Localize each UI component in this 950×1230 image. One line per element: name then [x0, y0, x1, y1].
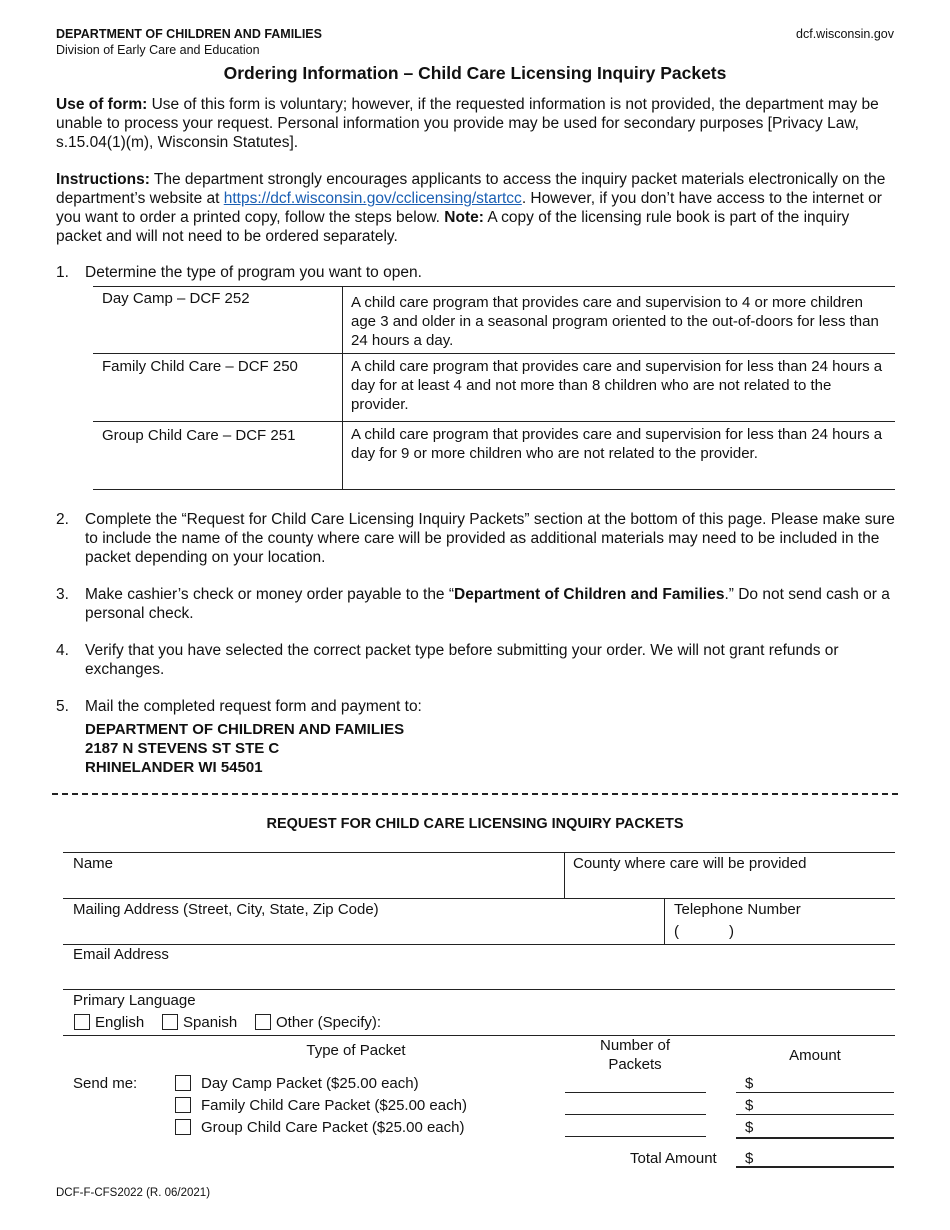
step-4: 4. Verify that you have selected the correct packet type before submitting your order. We will not grant refunds or exchanges. — [56, 642, 839, 678]
dollar-sign: $ — [745, 1075, 754, 1092]
total-amount-label: Total Amount — [630, 1150, 717, 1167]
packet-label: Group Child Care Packet ($25.00 each) — [201, 1119, 465, 1136]
department-name: DEPARTMENT OF CHILDREN AND FAMILIES — [56, 27, 322, 41]
form-number: DCF-F-CFS2022 (R. 06/2021) — [56, 1187, 211, 1199]
request-title: REQUEST FOR CHILD CARE LICENSING INQUIRY PACKETS — [266, 816, 684, 832]
total-amount-field[interactable] — [736, 1166, 894, 1168]
mailing-address-block: DEPARTMENT OF CHILDREN AND FAMILIES 2187 N STEVENS ST STE C RHINELANDER WI 54501 — [85, 721, 405, 776]
english-label: English — [95, 1014, 145, 1031]
other-language-field[interactable] — [388, 1010, 888, 1032]
primary-language-label: Primary Language — [73, 992, 196, 1009]
mailing-address-field[interactable] — [66, 920, 660, 942]
program-name: Family Child Care – DCF 250 — [102, 358, 298, 375]
spanish-checkbox[interactable] — [162, 1014, 178, 1030]
dollar-sign: $ — [745, 1150, 754, 1167]
day-camp-amount-field[interactable] — [736, 1092, 894, 1093]
dollar-sign: $ — [745, 1097, 754, 1114]
number-of-packets-header: Number of Packets — [599, 1037, 671, 1073]
name-label: Name — [73, 855, 114, 872]
amount-header: Amount — [789, 1047, 841, 1064]
other-language-checkbox[interactable] — [255, 1014, 271, 1030]
group-child-care-quantity-field[interactable] — [565, 1136, 706, 1137]
program-description: A child care program that provides care and supervision for less than 24 hours a day for at least 4 and not more than 8 children who are not related to the provider. — [351, 358, 883, 413]
step-3: 3. Make cashier’s check or money order payable to the “Department of Children and Families.” Do not send cash or a personal check. — [56, 586, 890, 622]
day-camp-quantity-field[interactable] — [565, 1092, 706, 1093]
startcc-link[interactable]: https://dcf.wisconsin.gov/cclicensing/startcc — [223, 190, 522, 207]
use-of-form: Use of form: Use of this form is voluntary; however, if the requested information is not provided, the department may be unable to process your request. Personal information you provide may be used for secondary purposes [Privacy Law, s.15.04(1)(m), Wisconsin Statutes]. — [56, 96, 879, 151]
program-name: Group Child Care – DCF 251 — [102, 427, 296, 444]
email-label: Email Address — [73, 946, 169, 963]
send-me-label: Send me: — [73, 1075, 138, 1092]
division-name: Division of Early Care and Education — [56, 43, 260, 57]
program-description: A child care program that provides care and supervision to 4 or more children age 3 and older in a seasonal program oriented to the out-of-doors for less than 24 hours a day. — [351, 294, 879, 349]
english-checkbox[interactable] — [74, 1014, 90, 1030]
email-field[interactable] — [66, 965, 892, 987]
packet-label: Day Camp Packet ($25.00 each) — [201, 1075, 419, 1092]
cut-line — [52, 793, 898, 795]
family-child-care-amount-field[interactable] — [736, 1114, 894, 1115]
phone-open-paren: ( — [674, 923, 679, 940]
program-name: Day Camp – DCF 252 — [102, 290, 250, 307]
group-child-care-amount-field[interactable] — [736, 1137, 894, 1139]
county-field[interactable] — [568, 874, 893, 896]
county-label: County where care will be provided — [573, 855, 807, 872]
dollar-sign: $ — [745, 1119, 754, 1136]
telephone-field[interactable] — [682, 920, 892, 942]
name-field[interactable] — [66, 874, 560, 896]
site-url: dcf.wisconsin.gov — [796, 27, 894, 41]
phone-close-paren: ) — [729, 923, 734, 940]
spanish-label: Spanish — [183, 1014, 238, 1031]
telephone-label: Telephone Number — [674, 901, 801, 918]
family-child-care-packet-checkbox[interactable] — [175, 1097, 191, 1113]
instructions: Instructions: The department strongly encourages applicants to access the inquiry packet materials electronically on the department’s website at https://dcf.wisconsin.gov/cclicensing/startcc. However, if you don’t have access to the internet or you want to order a printed copy, follow the steps below. Note: A copy of the licensing rule book is part of the inquiry packet and will not need to be ordered separately. — [56, 171, 886, 245]
day-camp-packet-checkbox[interactable] — [175, 1075, 191, 1091]
program-description: A child care program that provides care and supervision for less than 24 hours a day for 9 or more children who are not related to the provider. — [351, 426, 883, 462]
packet-label: Family Child Care Packet ($25.00 each) — [201, 1097, 467, 1114]
type-of-packet-header: Type of Packet — [306, 1042, 406, 1059]
page-title: Ordering Information – Child Care Licensing Inquiry Packets — [223, 63, 727, 83]
mailing-address-label: Mailing Address (Street, City, State, Zip Code) — [73, 901, 379, 918]
step-5: 5. Mail the completed request form and payment to: — [56, 698, 422, 715]
family-child-care-quantity-field[interactable] — [565, 1114, 706, 1115]
step-2: 2. Complete the “Request for Child Care Licensing Inquiry Packets” section at the bottom of this page. Please make sure to include the name of the county where care will be provided as additional materials may need to be included in the packet depending on your location. — [56, 511, 895, 566]
other-language-label: Other (Specify): — [276, 1014, 382, 1031]
group-child-care-packet-checkbox[interactable] — [175, 1119, 191, 1135]
